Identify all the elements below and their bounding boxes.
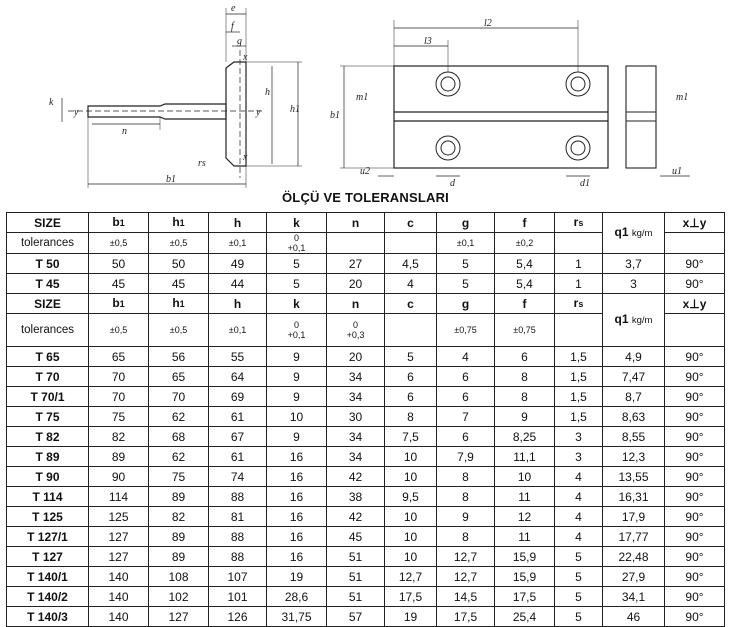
value-cell: 90° bbox=[665, 587, 725, 607]
value-cell: 16 bbox=[267, 527, 327, 547]
value-cell: 9 bbox=[267, 387, 327, 407]
value-cell: 4 bbox=[555, 507, 603, 527]
value-cell: 5 bbox=[267, 274, 327, 294]
value-cell: 9 bbox=[437, 507, 495, 527]
value-cell: 7,5 bbox=[385, 427, 437, 447]
value-cell: 20 bbox=[327, 274, 385, 294]
value-cell: 90° bbox=[665, 347, 725, 367]
value-cell: 6 bbox=[437, 367, 495, 387]
profile-side-labels bbox=[49, 3, 300, 185]
value-cell: 89 bbox=[149, 487, 209, 507]
tolerance-value: ±0,5 bbox=[149, 314, 209, 347]
size-cell: T 90 bbox=[7, 467, 89, 487]
value-cell: 50 bbox=[149, 254, 209, 274]
label-b1-bottom: b1 bbox=[166, 174, 176, 185]
tolerance-value bbox=[385, 233, 437, 254]
value-cell: 75 bbox=[89, 407, 149, 427]
tolerance-xy bbox=[665, 314, 725, 347]
value-cell: 34 bbox=[327, 427, 385, 447]
size-cell: T 127 bbox=[7, 547, 89, 567]
value-cell: 19 bbox=[267, 567, 327, 587]
value-cell: 5 bbox=[385, 347, 437, 367]
value-cell: 42 bbox=[327, 507, 385, 527]
value-cell: 11,1 bbox=[495, 447, 555, 467]
value-cell: 90° bbox=[665, 607, 725, 627]
value-cell: 15,9 bbox=[495, 547, 555, 567]
header-size: SIZE bbox=[7, 294, 89, 314]
value-cell: 17,5 bbox=[385, 587, 437, 607]
value-cell: 7,9 bbox=[437, 447, 495, 467]
value-cell: 16,31 bbox=[603, 487, 665, 507]
label-y-left: y bbox=[74, 107, 79, 118]
value-cell: 1,5 bbox=[555, 367, 603, 387]
label-e: e bbox=[231, 3, 236, 14]
header-c: c bbox=[385, 213, 437, 233]
value-cell: 68 bbox=[149, 427, 209, 447]
value-cell: 89 bbox=[149, 527, 209, 547]
value-cell: 114 bbox=[89, 487, 149, 507]
value-cell: 6 bbox=[385, 387, 437, 407]
value-cell: 108 bbox=[149, 567, 209, 587]
value-cell: 22,48 bbox=[603, 547, 665, 567]
label-m1-left: m1 bbox=[356, 92, 369, 103]
size-cell: T 45 bbox=[7, 274, 89, 294]
size-cell: T 125 bbox=[7, 507, 89, 527]
value-cell: 1,5 bbox=[555, 387, 603, 407]
header-size: SIZE bbox=[7, 213, 89, 233]
value-cell: 90° bbox=[665, 367, 725, 387]
value-cell: 10 bbox=[385, 447, 437, 467]
table-row bbox=[7, 467, 725, 487]
value-cell: 12,7 bbox=[437, 567, 495, 587]
value-cell: 1 bbox=[555, 254, 603, 274]
value-cell: 88 bbox=[209, 487, 267, 507]
value-cell: 7,47 bbox=[603, 367, 665, 387]
header-b1: b1 bbox=[89, 294, 149, 314]
label-d1: d1 bbox=[580, 178, 590, 189]
value-cell: 127 bbox=[149, 607, 209, 627]
value-cell: 44 bbox=[209, 274, 267, 294]
label-b1-right: b1 bbox=[330, 110, 340, 121]
value-cell: 75 bbox=[149, 467, 209, 487]
value-cell: 55 bbox=[209, 347, 267, 367]
tolerance-value: ±0,1 bbox=[209, 314, 267, 347]
value-cell: 42 bbox=[327, 467, 385, 487]
tolerance-value: 0 +0,3 bbox=[327, 314, 385, 347]
technical-drawing bbox=[0, 0, 731, 190]
value-cell: 9 bbox=[267, 427, 327, 447]
value-cell: 12,3 bbox=[603, 447, 665, 467]
value-cell: 6 bbox=[385, 367, 437, 387]
value-cell: 34 bbox=[327, 367, 385, 387]
value-cell: 10 bbox=[385, 507, 437, 527]
value-cell: 4 bbox=[385, 274, 437, 294]
value-cell: 4 bbox=[555, 467, 603, 487]
size-cell: T 114 bbox=[7, 487, 89, 507]
value-cell: 15,9 bbox=[495, 567, 555, 587]
tolerances-label: tolerances bbox=[7, 314, 89, 347]
value-cell: 90° bbox=[665, 547, 725, 567]
table-row bbox=[7, 567, 725, 587]
value-cell: 12,7 bbox=[437, 547, 495, 567]
value-cell: 101 bbox=[209, 587, 267, 607]
label-d: d bbox=[450, 178, 455, 189]
value-cell: 34,1 bbox=[603, 587, 665, 607]
table-row bbox=[7, 387, 725, 407]
label-h1: h1 bbox=[290, 104, 300, 115]
value-cell: 81 bbox=[209, 507, 267, 527]
value-cell: 38 bbox=[327, 487, 385, 507]
tolerance-value bbox=[327, 233, 385, 254]
header-xy: x⊥y bbox=[665, 294, 725, 314]
value-cell: 5,4 bbox=[495, 274, 555, 294]
value-cell: 90° bbox=[665, 507, 725, 527]
value-cell: 51 bbox=[327, 587, 385, 607]
value-cell: 8,25 bbox=[495, 427, 555, 447]
table-row bbox=[7, 487, 725, 507]
tolerance-value: ±0,2 bbox=[495, 233, 555, 254]
value-cell: 6 bbox=[437, 427, 495, 447]
label-k: k bbox=[49, 97, 54, 108]
table-header-row bbox=[7, 294, 725, 314]
size-cell: T 75 bbox=[7, 407, 89, 427]
value-cell: 62 bbox=[149, 447, 209, 467]
value-cell: 27 bbox=[327, 254, 385, 274]
value-cell: 140 bbox=[89, 567, 149, 587]
size-cell: T 70 bbox=[7, 367, 89, 387]
value-cell: 51 bbox=[327, 547, 385, 567]
value-cell: 9 bbox=[267, 367, 327, 387]
value-cell: 90° bbox=[665, 427, 725, 447]
value-cell: 9 bbox=[495, 407, 555, 427]
label-m1-right: m1 bbox=[676, 92, 689, 103]
profile-side-view bbox=[62, 8, 302, 188]
value-cell: 8 bbox=[437, 467, 495, 487]
value-cell: 4,9 bbox=[603, 347, 665, 367]
tolerances-label: tolerances bbox=[7, 233, 89, 254]
value-cell: 90° bbox=[665, 274, 725, 294]
size-cell: T 89 bbox=[7, 447, 89, 467]
value-cell: 90° bbox=[665, 254, 725, 274]
value-cell: 8 bbox=[495, 387, 555, 407]
table-row bbox=[7, 447, 725, 467]
value-cell: 3,7 bbox=[603, 254, 665, 274]
table-row bbox=[7, 347, 725, 367]
value-cell: 4,5 bbox=[385, 254, 437, 274]
value-cell: 28,6 bbox=[267, 587, 327, 607]
value-cell: 49 bbox=[209, 254, 267, 274]
value-cell: 89 bbox=[149, 547, 209, 567]
value-cell: 61 bbox=[209, 407, 267, 427]
value-cell: 46 bbox=[603, 607, 665, 627]
header-n: n bbox=[327, 213, 385, 233]
value-cell: 65 bbox=[149, 367, 209, 387]
value-cell: 8,63 bbox=[603, 407, 665, 427]
value-cell: 67 bbox=[209, 427, 267, 447]
value-cell: 3 bbox=[555, 427, 603, 447]
value-cell: 127 bbox=[89, 547, 149, 567]
size-cell: T 70/1 bbox=[7, 387, 89, 407]
label-x-top: x bbox=[243, 52, 248, 63]
value-cell: 140 bbox=[89, 607, 149, 627]
value-cell: 45 bbox=[89, 274, 149, 294]
value-cell: 5,4 bbox=[495, 254, 555, 274]
value-cell: 45 bbox=[149, 274, 209, 294]
value-cell: 69 bbox=[209, 387, 267, 407]
header-k: k bbox=[267, 294, 327, 314]
label-l2: l2 bbox=[484, 18, 492, 29]
header-k: k bbox=[267, 213, 327, 233]
value-cell: 62 bbox=[149, 407, 209, 427]
size-cell: T 140/2 bbox=[7, 587, 89, 607]
value-cell: 107 bbox=[209, 567, 267, 587]
value-cell: 16 bbox=[267, 447, 327, 467]
label-u2: u2 bbox=[360, 166, 370, 177]
tolerance-value: ±0,5 bbox=[89, 233, 149, 254]
value-cell: 1 bbox=[555, 274, 603, 294]
value-cell: 9,5 bbox=[385, 487, 437, 507]
value-cell: 5 bbox=[555, 567, 603, 587]
value-cell: 140 bbox=[89, 587, 149, 607]
header-h: h bbox=[209, 294, 267, 314]
label-h: h bbox=[265, 87, 270, 98]
value-cell: 45 bbox=[327, 527, 385, 547]
table-row bbox=[7, 507, 725, 527]
header-f: f bbox=[495, 294, 555, 314]
tolerance-xy bbox=[665, 233, 725, 254]
table-row bbox=[7, 527, 725, 547]
value-cell: 12,7 bbox=[385, 567, 437, 587]
tolerance-value bbox=[385, 314, 437, 347]
label-x-bottom: x bbox=[243, 152, 248, 163]
value-cell: 16 bbox=[267, 487, 327, 507]
value-cell: 12 bbox=[495, 507, 555, 527]
label-l3: l3 bbox=[424, 36, 432, 47]
value-cell: 8 bbox=[437, 527, 495, 547]
profile-front-view bbox=[340, 20, 690, 176]
value-cell: 51 bbox=[327, 567, 385, 587]
value-cell: 102 bbox=[149, 587, 209, 607]
value-cell: 31,75 bbox=[267, 607, 327, 627]
value-cell: 10 bbox=[267, 407, 327, 427]
value-cell: 82 bbox=[89, 427, 149, 447]
value-cell: 10 bbox=[385, 527, 437, 547]
value-cell: 90° bbox=[665, 447, 725, 467]
table-row bbox=[7, 587, 725, 607]
size-cell: T 65 bbox=[7, 347, 89, 367]
size-cell: T 82 bbox=[7, 427, 89, 447]
value-cell: 19 bbox=[385, 607, 437, 627]
value-cell: 4 bbox=[555, 487, 603, 507]
value-cell: 4 bbox=[555, 527, 603, 547]
tolerance-value: 0 +0,1 bbox=[267, 314, 327, 347]
value-cell: 30 bbox=[327, 407, 385, 427]
value-cell: 13,55 bbox=[603, 467, 665, 487]
header-q1: q1 kg/m bbox=[603, 294, 665, 347]
value-cell: 10 bbox=[385, 547, 437, 567]
value-cell: 57 bbox=[327, 607, 385, 627]
header-rs: rs bbox=[555, 294, 603, 314]
value-cell: 11 bbox=[495, 527, 555, 547]
value-cell: 90° bbox=[665, 467, 725, 487]
value-cell: 25,4 bbox=[495, 607, 555, 627]
size-cell: T 127/1 bbox=[7, 527, 89, 547]
value-cell: 50 bbox=[89, 254, 149, 274]
header-h: h bbox=[209, 213, 267, 233]
value-cell: 82 bbox=[149, 507, 209, 527]
value-cell: 16 bbox=[267, 507, 327, 527]
value-cell: 20 bbox=[327, 347, 385, 367]
value-cell: 70 bbox=[89, 367, 149, 387]
header-b1: b1 bbox=[89, 213, 149, 233]
tolerance-value: ±0,1 bbox=[437, 233, 495, 254]
value-cell: 125 bbox=[89, 507, 149, 527]
value-cell: 27,9 bbox=[603, 567, 665, 587]
value-cell: 8 bbox=[437, 487, 495, 507]
value-cell: 5 bbox=[555, 547, 603, 567]
value-cell: 90° bbox=[665, 387, 725, 407]
header-rs: rs bbox=[555, 213, 603, 233]
table-header-row bbox=[7, 213, 725, 233]
value-cell: 34 bbox=[327, 447, 385, 467]
tolerance-value: ±0,5 bbox=[149, 233, 209, 254]
tolerance-value: ±0,5 bbox=[89, 314, 149, 347]
table-row bbox=[7, 407, 725, 427]
value-cell: 90 bbox=[89, 467, 149, 487]
value-cell: 64 bbox=[209, 367, 267, 387]
value-cell: 16 bbox=[267, 467, 327, 487]
tolerance-value: ±0,75 bbox=[495, 314, 555, 347]
value-cell: 34 bbox=[327, 387, 385, 407]
value-cell: 90° bbox=[665, 407, 725, 427]
value-cell: 8 bbox=[385, 407, 437, 427]
size-cell: T 140/3 bbox=[7, 607, 89, 627]
tolerance-value: ±0,1 bbox=[209, 233, 267, 254]
value-cell: 17,5 bbox=[437, 607, 495, 627]
header-n: n bbox=[327, 294, 385, 314]
label-u1: u1 bbox=[672, 166, 682, 177]
value-cell: 6 bbox=[437, 387, 495, 407]
value-cell: 127 bbox=[89, 527, 149, 547]
header-h1: h1 bbox=[149, 213, 209, 233]
header-q1: q1 kg/m bbox=[603, 213, 665, 254]
table-row bbox=[7, 367, 725, 387]
value-cell: 3 bbox=[603, 274, 665, 294]
value-cell: 1,5 bbox=[555, 347, 603, 367]
value-cell: 74 bbox=[209, 467, 267, 487]
header-h1: h1 bbox=[149, 294, 209, 314]
value-cell: 8,55 bbox=[603, 427, 665, 447]
value-cell: 5 bbox=[555, 607, 603, 627]
header-g: g bbox=[437, 294, 495, 314]
value-cell: 14,5 bbox=[437, 587, 495, 607]
tolerance-value: ±0,75 bbox=[437, 314, 495, 347]
value-cell: 8 bbox=[495, 367, 555, 387]
value-cell: 1,5 bbox=[555, 407, 603, 427]
value-cell: 88 bbox=[209, 527, 267, 547]
label-rs: rs bbox=[198, 158, 206, 169]
value-cell: 7 bbox=[437, 407, 495, 427]
size-cell: T 50 bbox=[7, 254, 89, 274]
value-cell: 56 bbox=[149, 347, 209, 367]
value-cell: 3 bbox=[555, 447, 603, 467]
label-y-right: y bbox=[256, 107, 261, 118]
value-cell: 70 bbox=[89, 387, 149, 407]
value-cell: 16 bbox=[267, 547, 327, 567]
value-cell: 11 bbox=[495, 487, 555, 507]
header-c: c bbox=[385, 294, 437, 314]
header-g: g bbox=[437, 213, 495, 233]
value-cell: 10 bbox=[385, 467, 437, 487]
label-f: f bbox=[231, 21, 234, 32]
value-cell: 9 bbox=[267, 347, 327, 367]
value-cell: 17,77 bbox=[603, 527, 665, 547]
value-cell: 89 bbox=[89, 447, 149, 467]
value-cell: 65 bbox=[89, 347, 149, 367]
profile-front-labels bbox=[330, 18, 688, 189]
tolerance-value: 0 +0,1 bbox=[267, 233, 327, 254]
value-cell: 61 bbox=[209, 447, 267, 467]
value-cell: 5 bbox=[437, 274, 495, 294]
value-cell: 90° bbox=[665, 487, 725, 507]
value-cell: 10 bbox=[495, 467, 555, 487]
table-row bbox=[7, 427, 725, 447]
value-cell: 90° bbox=[665, 567, 725, 587]
tolerance-value bbox=[555, 233, 603, 254]
value-cell: 4 bbox=[437, 347, 495, 367]
label-g: g bbox=[237, 36, 242, 47]
table-row bbox=[7, 274, 725, 294]
value-cell: 17,5 bbox=[495, 587, 555, 607]
size-cell: T 140/1 bbox=[7, 567, 89, 587]
value-cell: 5 bbox=[555, 587, 603, 607]
value-cell: 6 bbox=[495, 347, 555, 367]
label-n: n bbox=[122, 126, 127, 137]
header-xy: x⊥y bbox=[665, 213, 725, 233]
tolerance-value bbox=[555, 314, 603, 347]
value-cell: 126 bbox=[209, 607, 267, 627]
value-cell: 70 bbox=[149, 387, 209, 407]
value-cell: 5 bbox=[267, 254, 327, 274]
value-cell: 5 bbox=[437, 254, 495, 274]
value-cell: 88 bbox=[209, 547, 267, 567]
value-cell: 90° bbox=[665, 527, 725, 547]
table-row bbox=[7, 254, 725, 274]
value-cell: 8,7 bbox=[603, 387, 665, 407]
page-title: ÖLÇÜ VE TOLERANSLARI bbox=[282, 190, 449, 205]
value-cell: 17,9 bbox=[603, 507, 665, 527]
table-row bbox=[7, 547, 725, 567]
dimensions-table bbox=[6, 212, 725, 627]
header-f: f bbox=[495, 213, 555, 233]
